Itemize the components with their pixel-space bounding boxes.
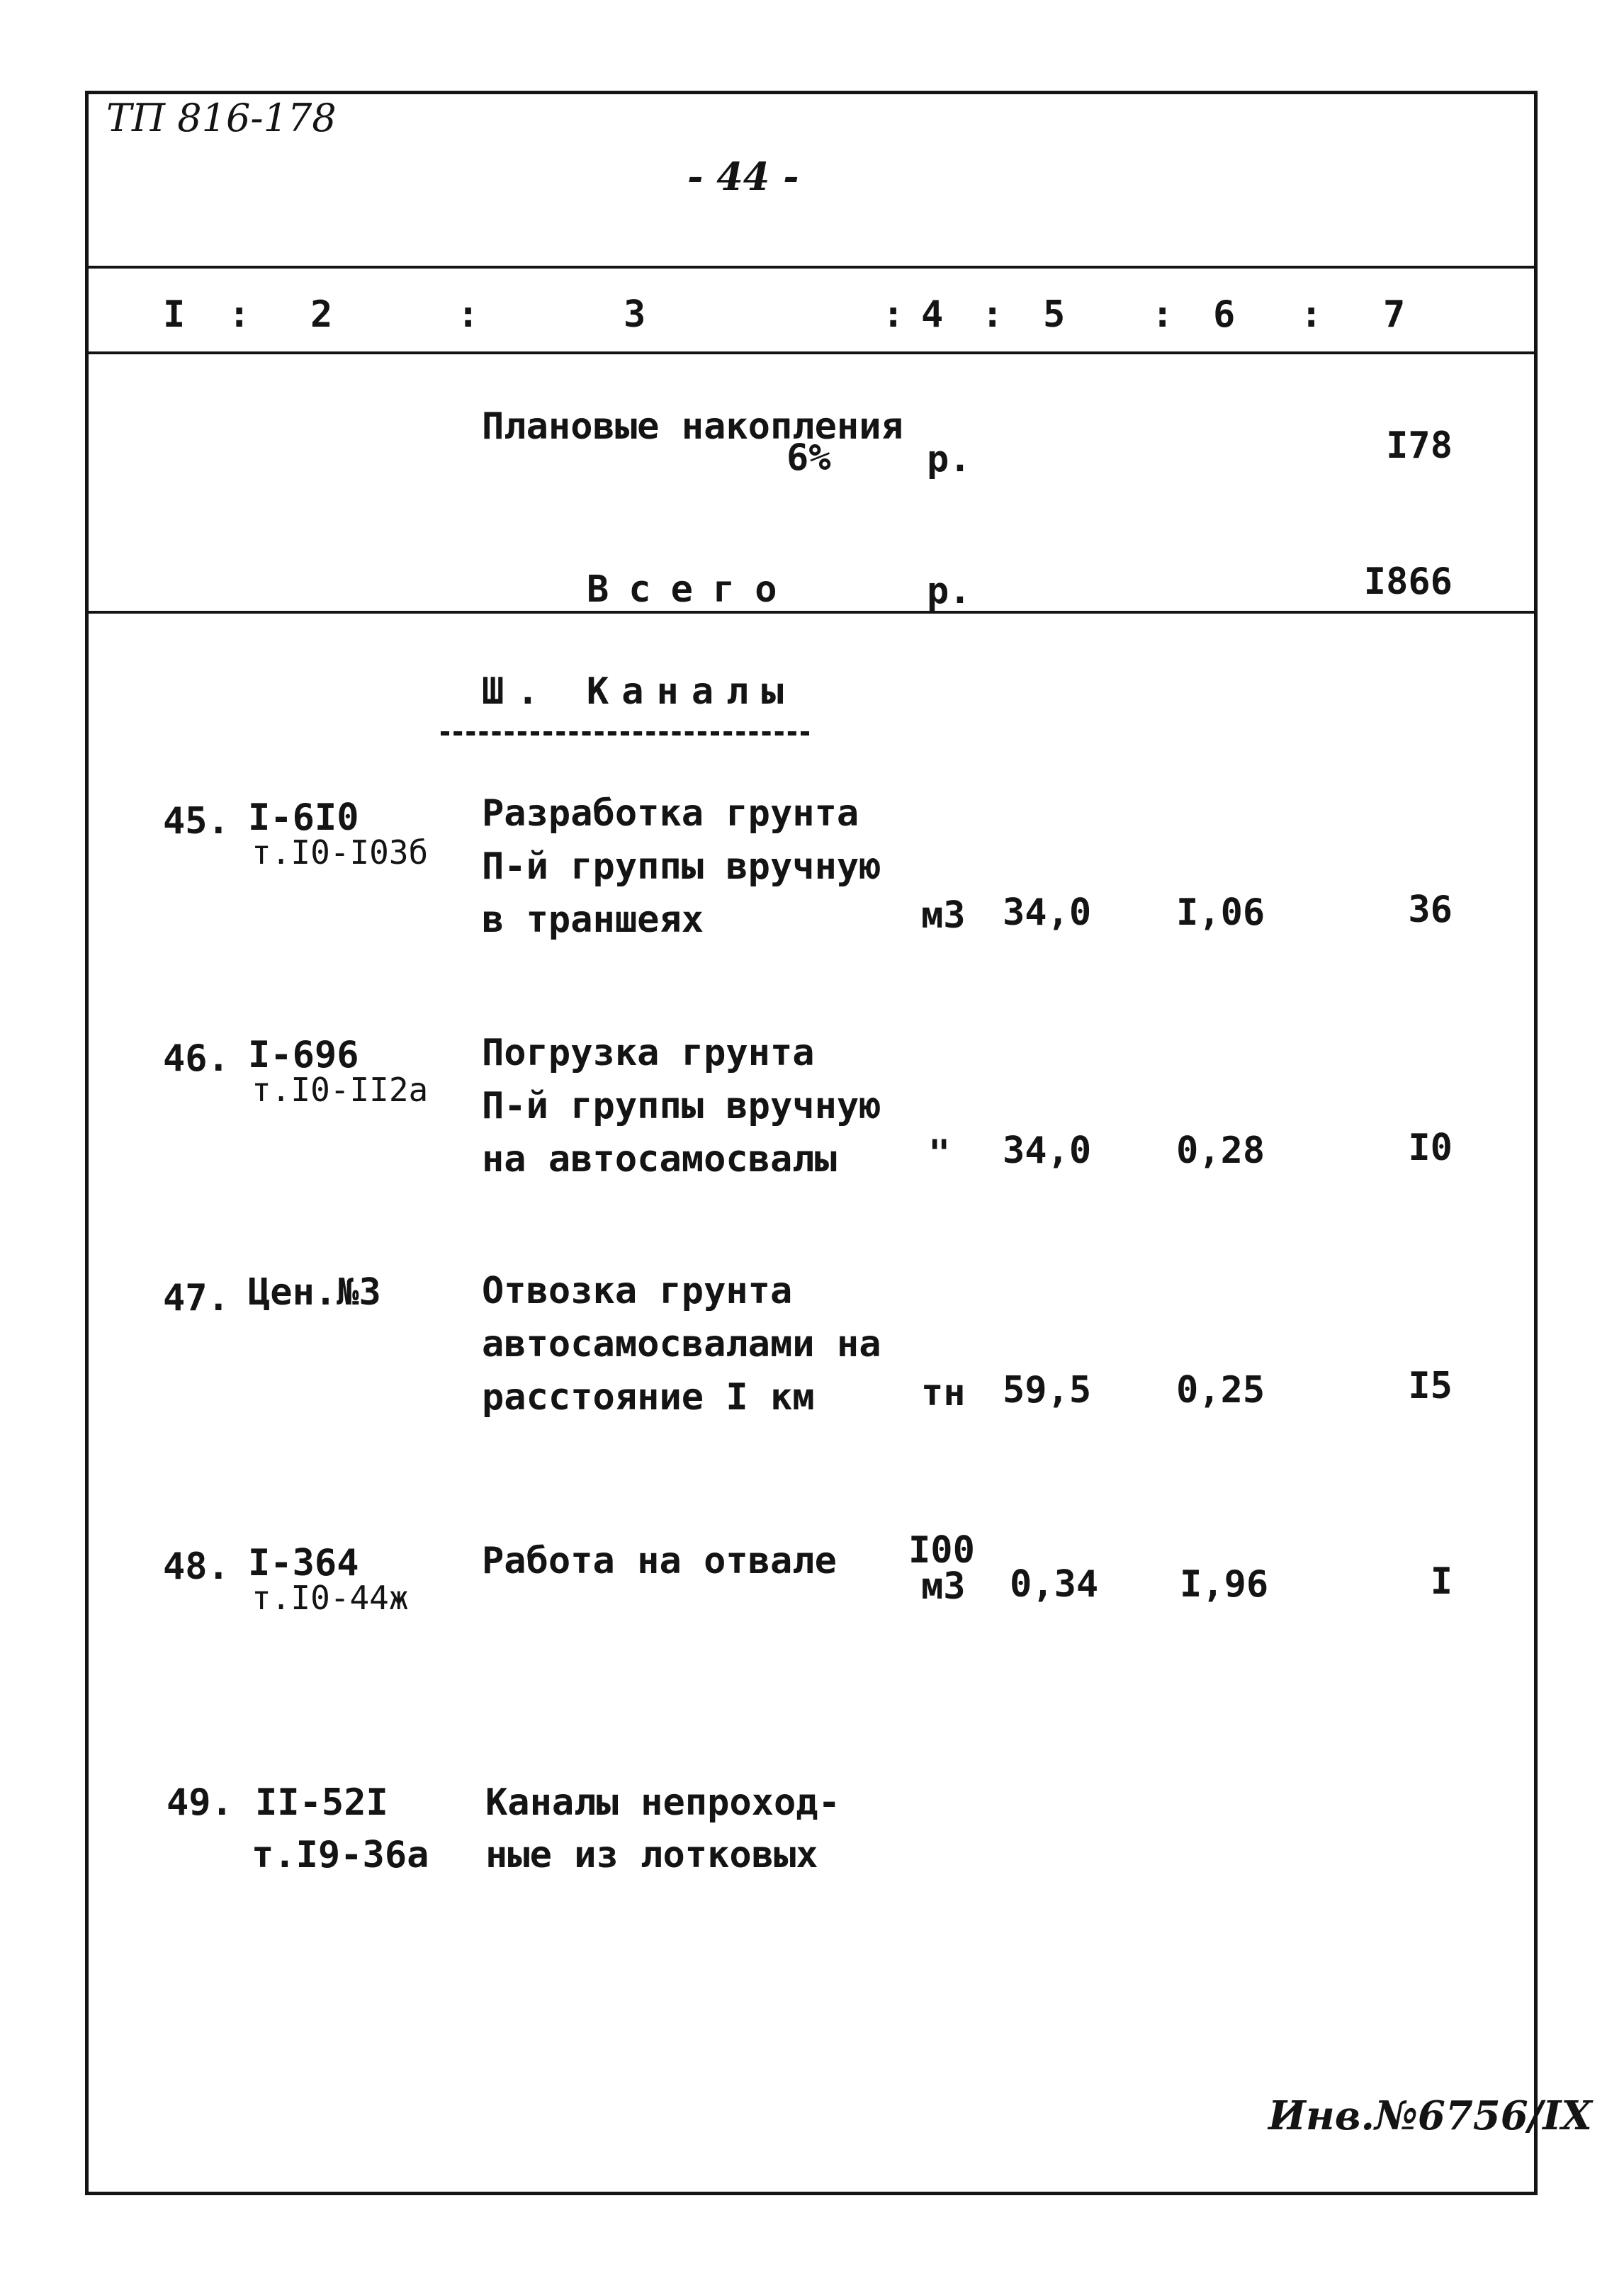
grand-total-value: I866 [1363,560,1453,603]
work-description-line: Каналы непроход- [485,1781,840,1824]
quantity: 34,0 [1003,891,1092,934]
norm-code: I-696 [248,1034,359,1076]
doc-code: ТП 816-178 [106,96,337,140]
column-separator: : [228,293,251,336]
unit-price: 0,25 [1176,1369,1265,1412]
norm-code: I-364 [248,1542,359,1584]
unit-of-measure: тн [921,1372,966,1414]
planned-savings-percent: 6% [786,436,831,479]
column-separator: : [981,293,1004,336]
row-number: 49. [167,1781,233,1824]
row-number: 47. [163,1277,230,1319]
norm-table-ref: т.I9-36а [252,1834,429,1876]
section-title: Ш. Каналы [482,670,796,713]
norm-table-ref: т.I0-44ж [252,1579,409,1617]
column-separator: : [882,293,905,336]
norm-code: II-52I [255,1781,388,1824]
row-total: I [1430,1560,1453,1603]
planned-savings-unit: р. [927,438,971,480]
column-separator: : [1300,293,1323,336]
work-description-line: ные из лотковых [485,1834,818,1876]
row-number: 48. [163,1545,230,1588]
work-description-line: Работа на отвале [482,1540,837,1582]
quantity: 34,0 [1003,1129,1092,1172]
work-description-line: П-й группы вручную [482,845,881,888]
column-number-4: 4 [921,293,944,336]
column-number-5: 5 [1043,293,1066,336]
unit-price: I,06 [1176,891,1265,934]
work-description-line: на автосамосвалы [482,1138,837,1181]
work-description-line: Разработка грунта [482,792,859,835]
work-description-line: расстояние I км [482,1376,815,1419]
column-number-6: 6 [1213,293,1236,336]
column-number-7: 7 [1383,293,1406,336]
grand-total-label: Всего [587,568,797,611]
quantity: 59,5 [1003,1369,1092,1412]
norm-code: I-6I0 [248,796,359,839]
unit-price: 0,28 [1176,1129,1265,1172]
unit-of-measure-line-2: м3 [921,1565,966,1608]
work-description-line: автосамосвалами на [482,1323,881,1365]
column-number-2: 2 [310,293,333,336]
work-description-line: Отвозка грунта [482,1270,793,1312]
row-number: 46. [163,1037,230,1080]
norm-table-ref: т.I0-II2а [252,1071,429,1109]
work-description-line: Погрузка грунта [482,1032,815,1074]
row-total: 36 [1408,889,1453,931]
work-description-line: в траншеях [482,898,704,941]
work-description-line: П-й группы вручную [482,1085,881,1127]
column-separator: : [1151,293,1174,336]
column-number-1: I [163,293,186,336]
column-number-3: 3 [624,293,646,336]
summary-divider [85,611,1538,614]
planned-savings-label: Плановые накопления [482,405,903,448]
norm-table-ref: т.I0-I03б [252,833,429,872]
row-number: 45. [163,800,230,843]
unit-of-measure: I00 [908,1529,975,1572]
quantity: 0,34 [1010,1563,1099,1606]
grand-total-unit: р. [927,570,971,612]
column-header-divider [85,351,1538,354]
header-divider [85,266,1538,269]
unit-of-measure: м3 [921,894,966,937]
inventory-number: Инв.№6756/IX [1268,2092,1592,2139]
unit-price: I,96 [1180,1563,1269,1606]
page-number: - 44 - [687,154,799,199]
row-total: I0 [1408,1127,1453,1169]
unit-of-measure: " [928,1132,951,1175]
row-total: I5 [1408,1365,1453,1407]
section-title-underline [441,731,809,736]
norm-code: Цен.№3 [248,1271,381,1314]
column-separator: : [457,293,480,336]
planned-savings-total: I78 [1386,424,1453,467]
